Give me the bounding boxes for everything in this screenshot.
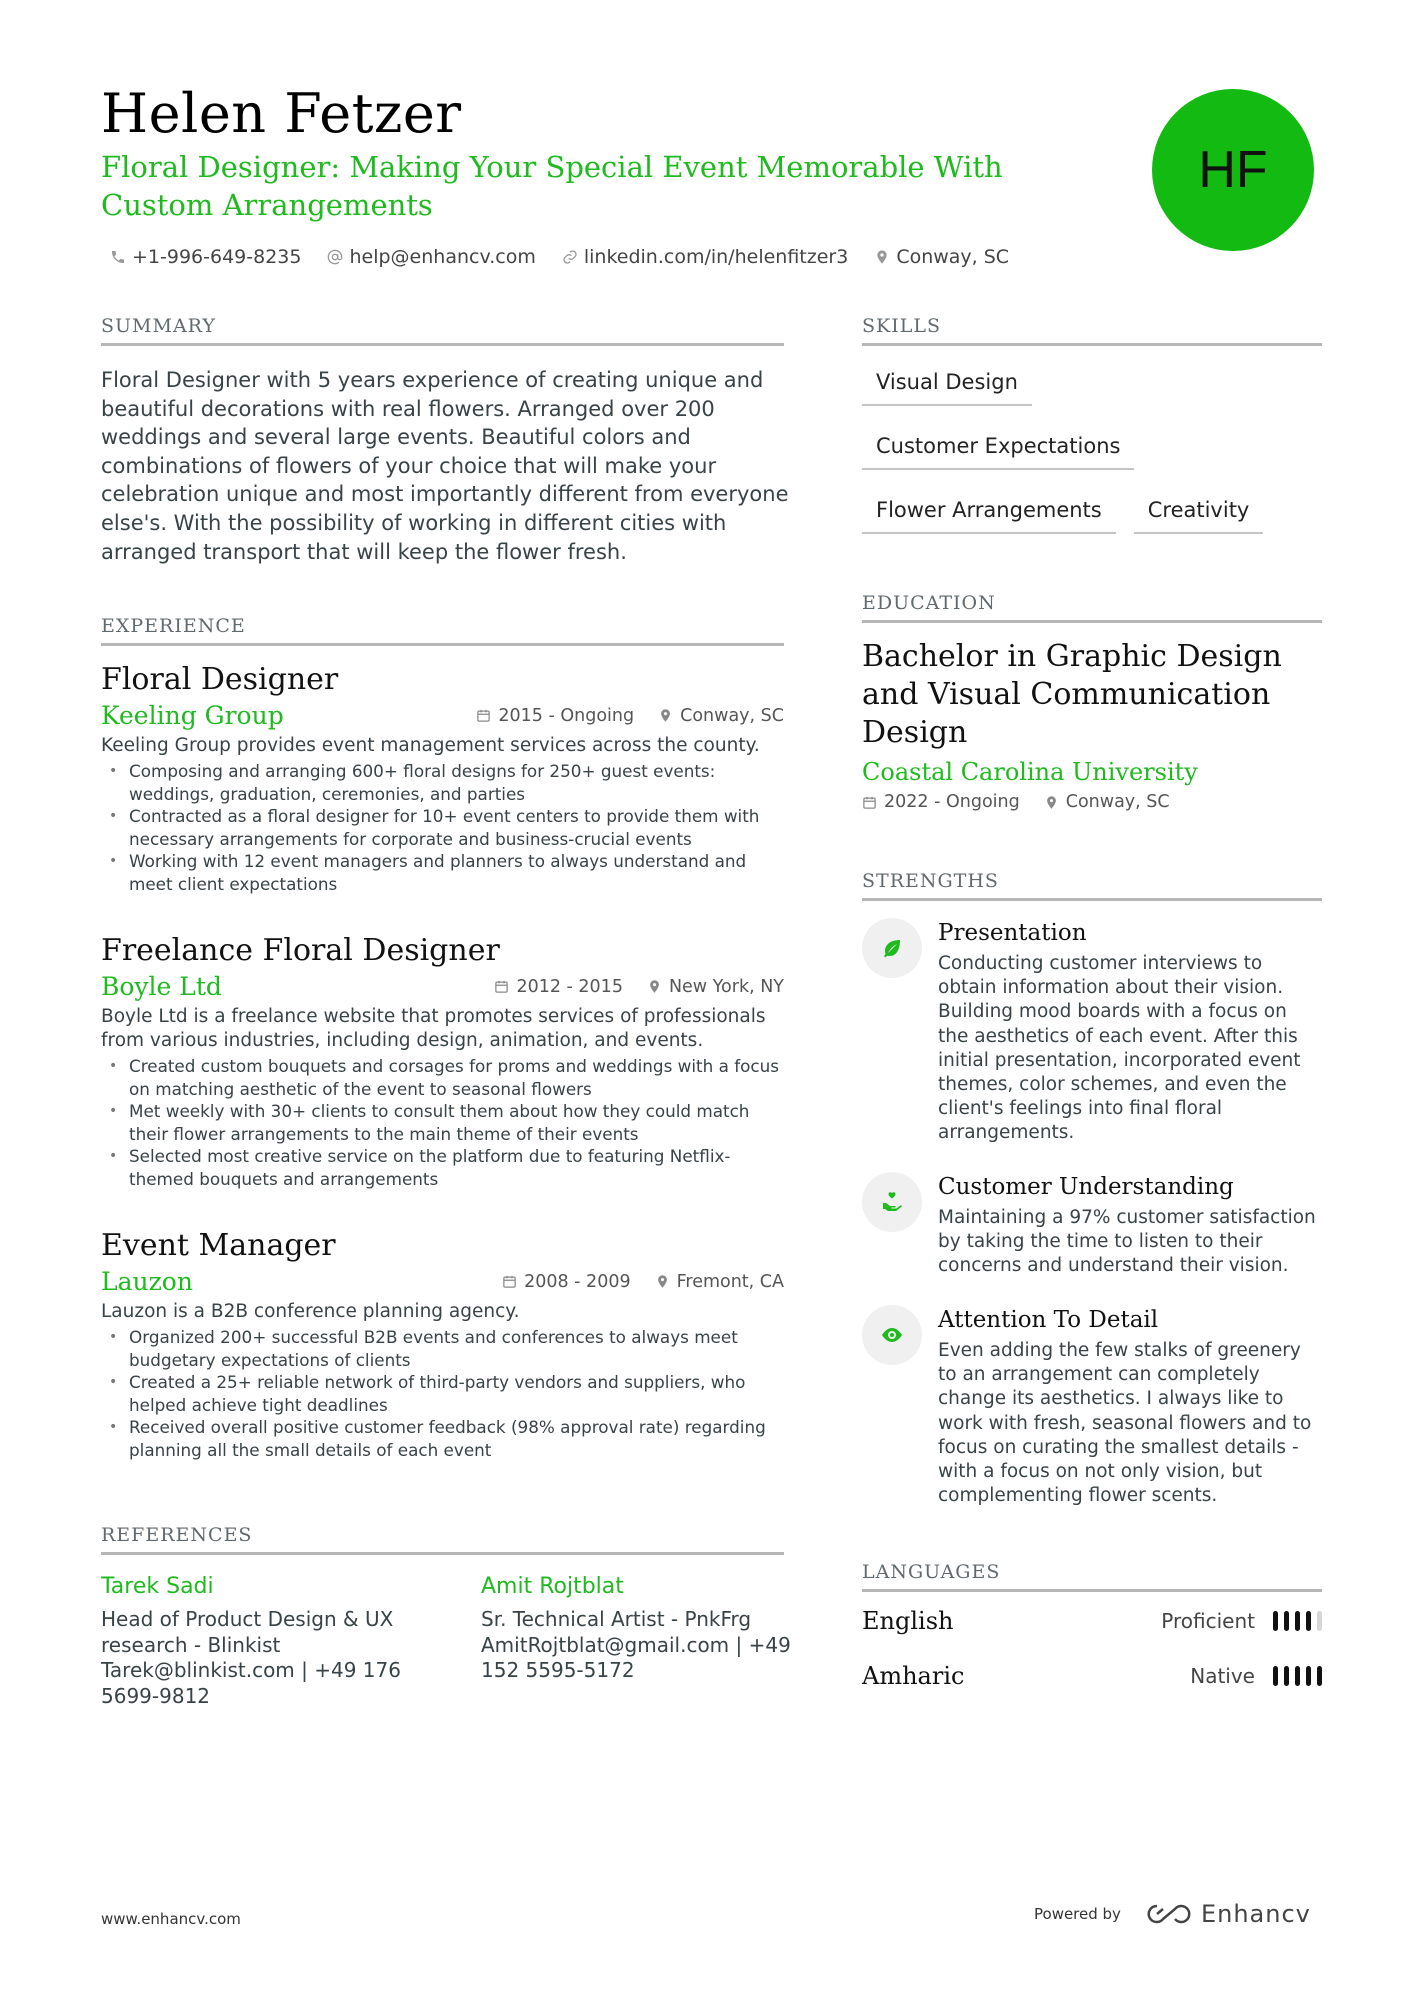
company-name: Lauzon	[101, 1267, 193, 1296]
rating-bar	[1273, 1666, 1278, 1686]
education-location: Conway, SC	[1065, 792, 1170, 812]
summary-section-title: SUMMARY	[101, 315, 784, 346]
language-item	[862, 1607, 1322, 1635]
job-location: New York, NY	[668, 976, 784, 997]
job-bullets	[101, 1326, 784, 1461]
contact-location	[874, 246, 1009, 268]
bullet-item: • Created custom bouquets and corsages for proms and weddings with a focus on matching aesthetic of the event to seasonal flowers	[101, 1055, 784, 1100]
bullet-item: • Organized 200+ successful B2B events and conferences to always meet budgetary expectations of clients	[101, 1326, 784, 1371]
infinity-icon	[1145, 1902, 1193, 1926]
strength-text: Maintaining a 97% customer satisfaction by taking the time to listen to their concerns and understand their vision.	[938, 1207, 1316, 1277]
job-dates: 2012 - 2015	[516, 976, 623, 997]
references-section-title: REFERENCES	[101, 1524, 784, 1555]
reference-role: Head of Product Design & UX research - Blinkist	[101, 1607, 394, 1657]
bullet-item: • Composing and arranging 600+ floral designs for 250+ guest events: weddings, graduation, ceremonies, and parties	[101, 760, 784, 805]
experience-item	[101, 661, 784, 895]
hand-heart-icon	[880, 1190, 904, 1214]
company-description: Boyle Ltd is a freelance website that promotes services of professionals from various industries, including design, animation, and events.	[101, 1006, 766, 1051]
contact-email[interactable]	[327, 246, 535, 268]
rating-bar	[1306, 1611, 1311, 1631]
email-text: help@enhancv.com	[349, 246, 536, 268]
contact-bar	[110, 246, 1009, 268]
rating-bar	[1284, 1611, 1289, 1631]
strength-title: Attention To Detail	[938, 1307, 1159, 1333]
reference-item	[101, 1574, 411, 1709]
calendar-icon	[862, 795, 877, 810]
avatar	[1152, 89, 1314, 251]
skills-section-title: SKILLS	[862, 315, 1322, 346]
reference-contact: Tarek@blinkist.com | +49 176 5699-9812	[101, 1658, 401, 1708]
company-description: Lauzon is a B2B conference planning agency.	[101, 1301, 520, 1322]
company-name: Keeling Group	[101, 701, 284, 730]
avatar-initials: HF	[1198, 141, 1268, 199]
reference-role: Sr. Technical Artist - PnkFrg	[481, 1607, 752, 1631]
language-name: English	[862, 1607, 954, 1635]
skill-tag: Visual Design	[862, 364, 1032, 406]
language-rating	[1273, 1666, 1322, 1686]
education-item	[862, 638, 1322, 812]
language-rating	[1273, 1611, 1322, 1631]
powered-by-text: Powered by	[1034, 1905, 1121, 1923]
bullet-item: • Contracted as a floral designer for 10+ event centers to provide them with necessary arrangements for corporate and business-crucial events	[101, 805, 784, 850]
rating-bar	[1317, 1611, 1322, 1631]
degree: Bachelor in Graphic Design and Visual Communication Design	[862, 639, 1282, 750]
rating-bar	[1273, 1611, 1278, 1631]
education-section-title: EDUCATION	[862, 592, 1322, 623]
job-title: Event Manager	[101, 1228, 336, 1263]
language-level: Native	[1190, 1664, 1255, 1688]
at-icon	[327, 249, 343, 265]
rating-bar	[1306, 1666, 1311, 1686]
bullet-item: • Created a 25+ reliable network of third-party vendors and suppliers, who helped achieve tight deadlines	[101, 1371, 784, 1416]
strength-item	[862, 918, 1322, 1146]
bullet-item: • Working with 12 event managers and planners to always understand and meet client expectations	[101, 850, 784, 895]
phone-icon	[110, 249, 126, 265]
enhancv-logo[interactable]	[1145, 1900, 1311, 1928]
strength-text: Even adding the few stalks of greenery to an arrangement can completely change its aesthetics. I always like to work with fresh, seasonal flowers and to focus on curating the smallest details - with a focus on not only vision, but complementing flower scents.	[938, 1340, 1312, 1507]
experience-item	[101, 932, 784, 1190]
job-dates: 2015 - Ongoing	[498, 705, 635, 726]
eye-icon	[880, 1323, 904, 1347]
contact-linkedin[interactable]	[562, 246, 848, 268]
rating-bar	[1284, 1666, 1289, 1686]
contact-phone[interactable]	[110, 246, 301, 268]
skill-tag: Creativity	[1134, 492, 1264, 534]
location-pin-icon	[1044, 795, 1059, 810]
job-title: Freelance Floral Designer	[101, 933, 500, 968]
job-bullets	[101, 1055, 784, 1190]
skill-tag: Customer Expectations	[862, 428, 1134, 470]
candidate-headline: Floral Designer: Making Your Special Event Memorable With Custom Arrangements	[101, 150, 1003, 222]
footer-branding	[1034, 1900, 1311, 1928]
location-text: Conway, SC	[896, 246, 1010, 268]
location-pin-icon	[874, 249, 890, 265]
leaf-icon	[880, 936, 904, 960]
bullet-item: • Selected most creative service on the platform due to featuring Netflix-themed bouquets and arrangements	[101, 1145, 784, 1190]
language-item	[862, 1662, 1322, 1690]
calendar-icon	[476, 708, 491, 723]
references-list	[101, 1574, 791, 1709]
location-pin-icon	[655, 1274, 670, 1289]
footer-website[interactable]: www.enhancv.com	[101, 1910, 241, 1928]
school-name: Coastal Carolina University	[862, 758, 1198, 786]
location-pin-icon	[658, 708, 673, 723]
candidate-name: Helen Fetzer	[101, 82, 462, 145]
reference-contact: AmitRojtblat@gmail.com | +49 152 5595-5172	[481, 1632, 791, 1682]
reference-item	[481, 1574, 791, 1709]
strength-item	[862, 1172, 1322, 1279]
language-name: Amharic	[862, 1662, 965, 1690]
job-bullets	[101, 760, 784, 895]
strengths-section-title: STRENGTHS	[862, 870, 1322, 901]
strength-title: Customer Understanding	[938, 1174, 1234, 1200]
job-location: Fremont, CA	[676, 1271, 784, 1292]
job-dates: 2008 - 2009	[524, 1271, 631, 1292]
strength-title: Presentation	[938, 920, 1087, 946]
summary-text: Floral Designer with 5 years experience of creating unique and beautiful decorations with real flowers. Arranged over 200 weddings and several large events. Beautiful colors and combinations of flowers of your choice that will make your celebration unique and most importantly different from everyone else's. With the possibility of working in different cities with arranged transport that will keep the flower fresh.	[101, 368, 789, 564]
rating-bar	[1317, 1666, 1322, 1686]
experience-item	[101, 1227, 784, 1461]
calendar-icon	[494, 979, 509, 994]
brand-name: Enhancv	[1200, 1900, 1311, 1928]
bullet-item: • Received overall positive customer feedback (98% approval rate) regarding planning all the small details of each event	[101, 1416, 784, 1461]
education-dates: 2022 - Ongoing	[884, 792, 1020, 812]
rating-bar	[1295, 1666, 1300, 1686]
reference-name: Tarek Sadi	[101, 1574, 214, 1599]
strength-item	[862, 1305, 1322, 1508]
job-location: Conway, SC	[680, 705, 784, 726]
skills-list	[862, 364, 1322, 556]
company-name: Boyle Ltd	[101, 972, 222, 1001]
company-description: Keeling Group provides event management services across the county.	[101, 735, 760, 756]
experience-section-title: EXPERIENCE	[101, 615, 784, 646]
bullet-item: • Met weekly with 30+ clients to consult them about how they could match their flower arrangements to the main theme of their events	[101, 1100, 784, 1145]
languages-section-title: LANGUAGES	[862, 1561, 1322, 1592]
language-level: Proficient	[1161, 1609, 1255, 1633]
strength-text: Conducting customer interviews to obtain information about their vision. Building mood boards with a focus on the aesthetics of each event. After this initial presentation, incorporated event themes, color schemes, and even the client's feelings into final floral arrangements.	[938, 953, 1301, 1144]
job-title: Floral Designer	[101, 662, 339, 697]
rating-bar	[1295, 1611, 1300, 1631]
reference-name: Amit Rojtblat	[481, 1574, 624, 1599]
location-pin-icon	[647, 979, 662, 994]
phone-text: +1-996-649-8235	[132, 246, 302, 268]
calendar-icon	[502, 1274, 517, 1289]
linkedin-text: linkedin.com/in/helenfitzer3	[583, 246, 849, 268]
skill-tag: Flower Arrangements	[862, 492, 1116, 534]
link-icon	[562, 249, 578, 265]
